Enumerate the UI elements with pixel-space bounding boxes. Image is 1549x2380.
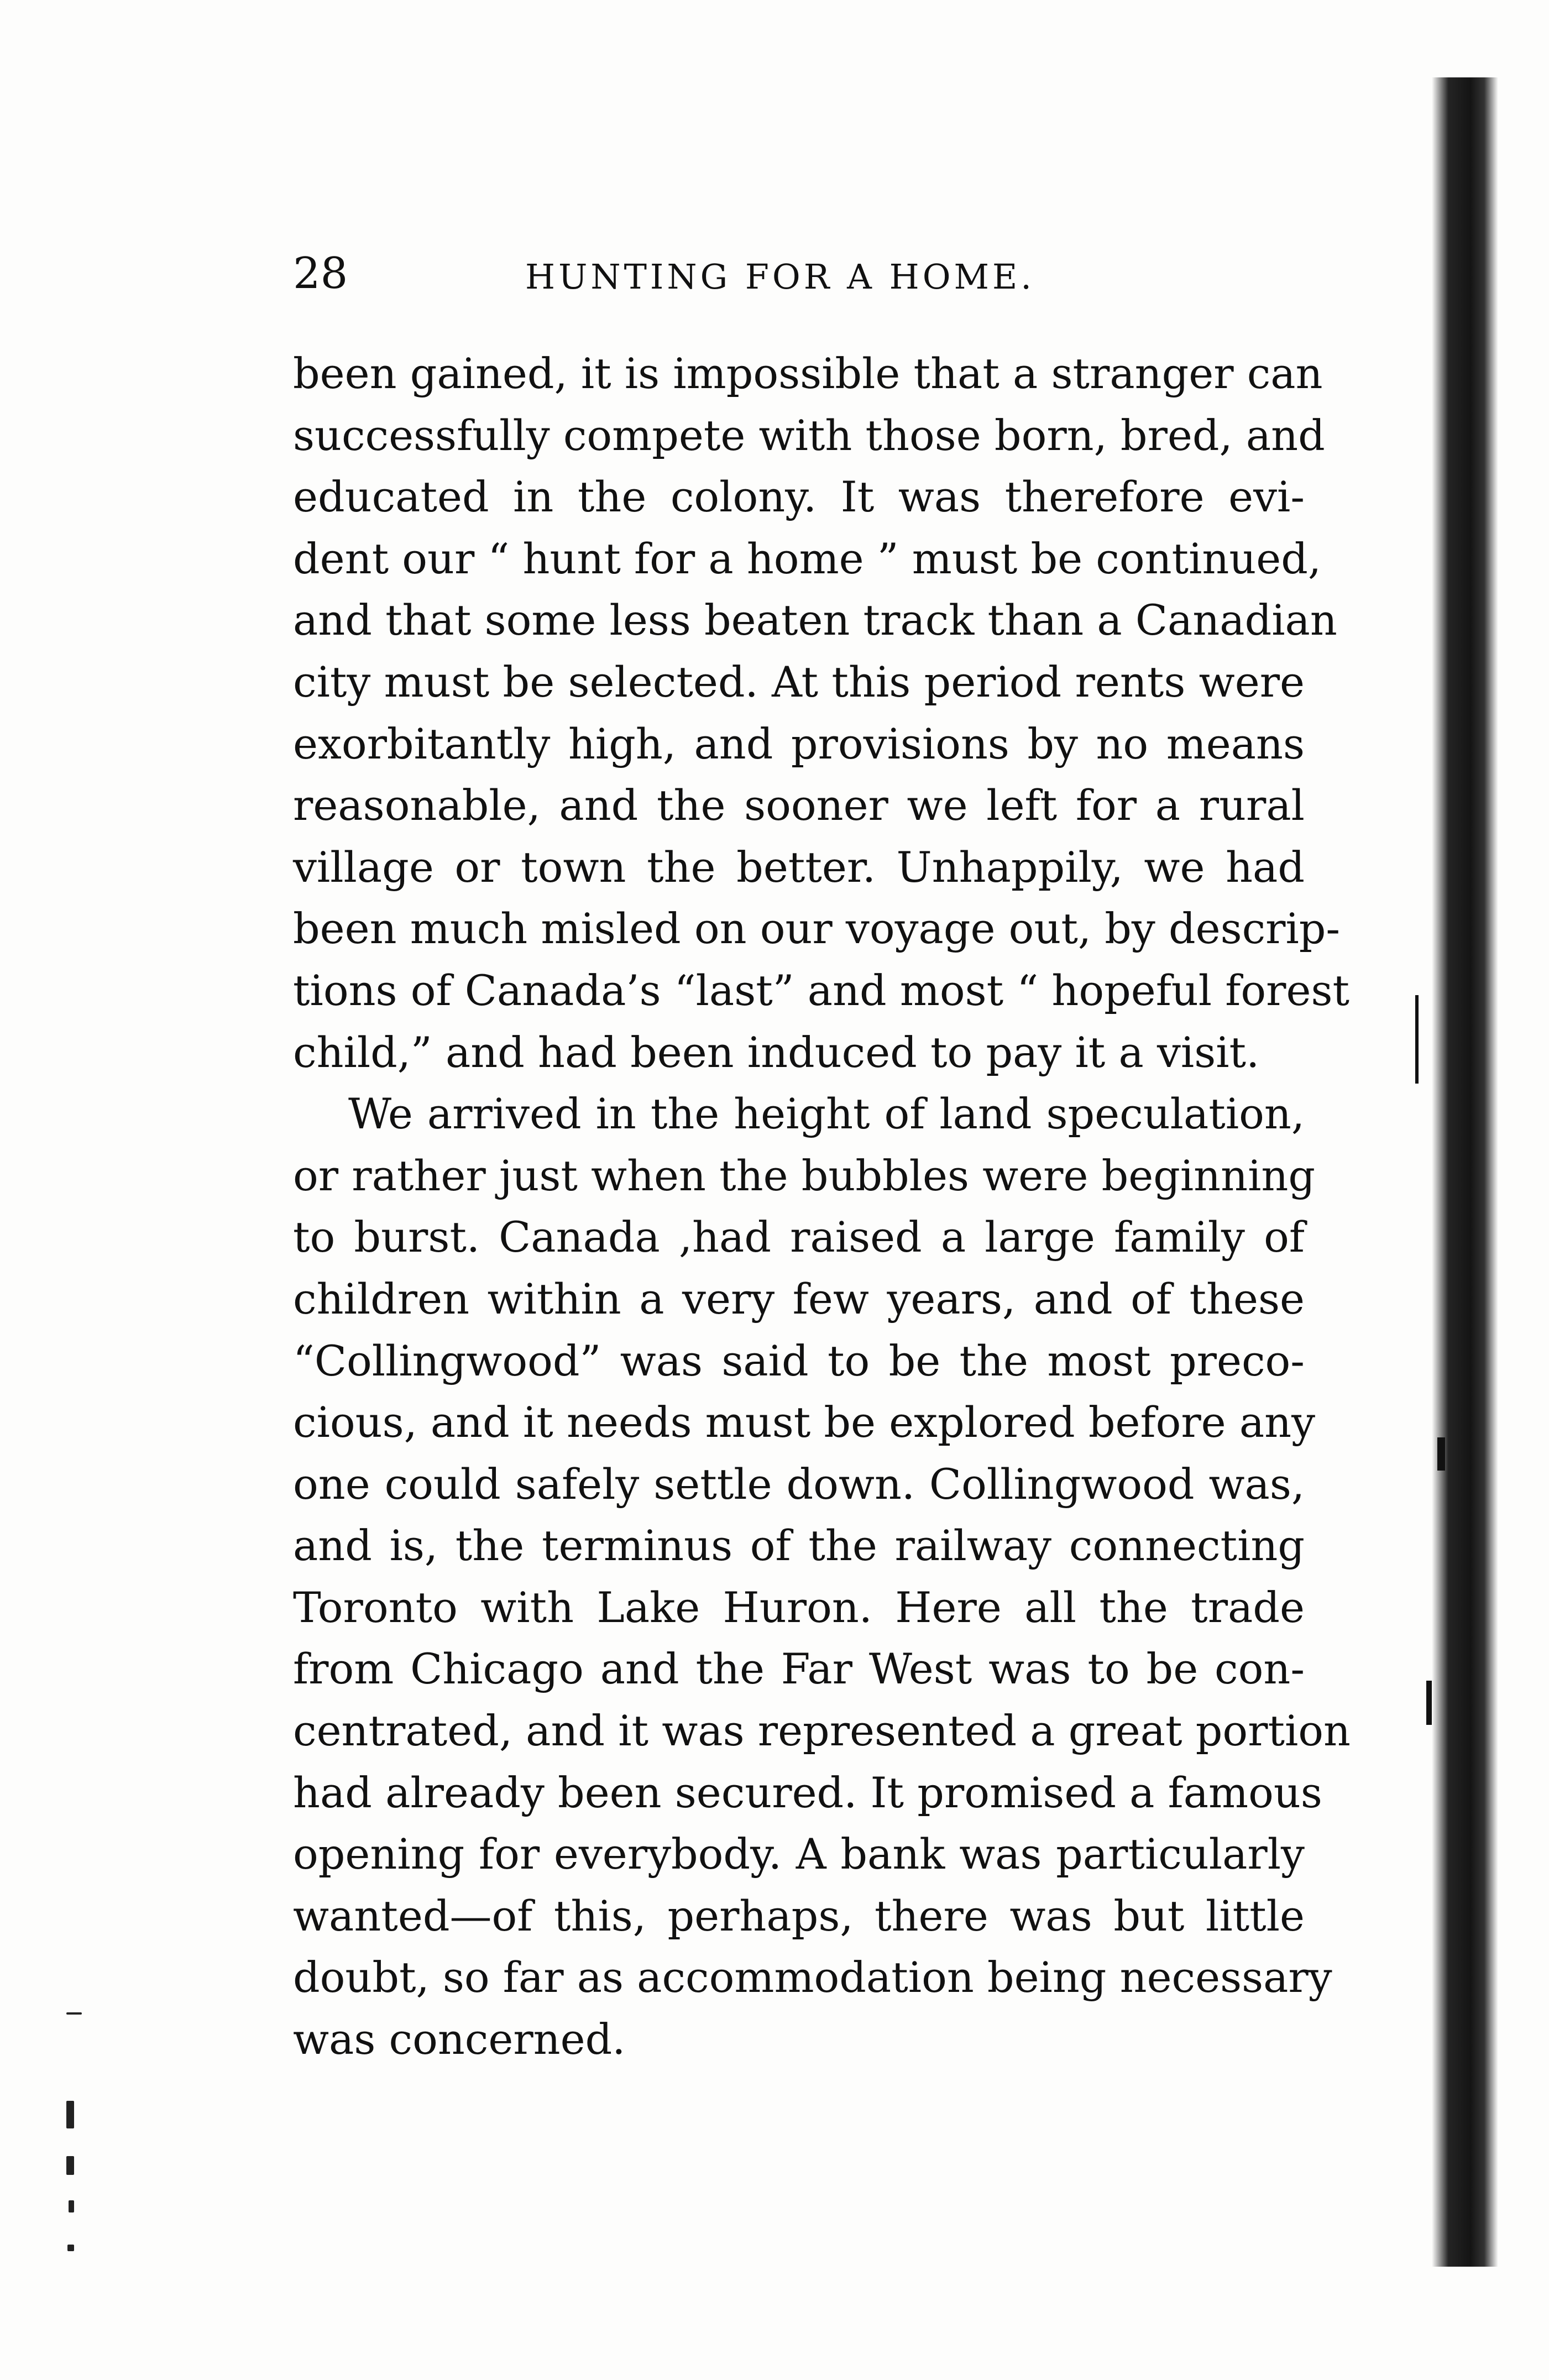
text-line: doubt, so far as accommodation being necessary: [293, 1953, 1332, 2002]
text-line: been much misled on our voyage out, by descrip-: [293, 904, 1341, 954]
text-line: exorbitantly high, and provisions by no means: [293, 719, 1305, 768]
text-line: children within a very few years, and of these: [293, 1274, 1305, 1324]
text-line: child,” and had been induced to pay it a visit.: [293, 1027, 1260, 1077]
page-binding-edge: [1432, 77, 1515, 2267]
margin-speck: [66, 2012, 82, 2015]
text-line: We arrived in the height of land speculation,: [348, 1089, 1305, 1139]
margin-speck: [66, 2156, 74, 2175]
text-line: and is, the terminus of the railway connecting: [293, 1521, 1305, 1571]
text-line: to burst. Canada ,had raised a large family of: [293, 1212, 1305, 1262]
text-line: dent our “ hunt for a home ” must be continued,: [293, 533, 1322, 583]
page-number: 28: [293, 249, 348, 299]
text-line: and that some less beaten track than a Canadian: [293, 595, 1337, 645]
text-line: one could safely settle down. Collingwood was,: [293, 1459, 1305, 1509]
text-line: successfully compete with those born, bred, and: [293, 410, 1325, 460]
margin-speck: [67, 2245, 74, 2251]
text-line: tions of Canada’s “last” and most “ hopeful forest: [293, 965, 1349, 1015]
text-line: educated in the colony. It was therefore evi-: [293, 472, 1305, 522]
text-line: opening for everybody. A bank was particularly: [293, 1829, 1305, 1879]
text-line: from Chicago and the Far West was to be con-: [293, 1644, 1305, 1694]
text-line: was concerned.: [293, 2015, 626, 2064]
text-line: city must be selected. At this period rents were: [293, 657, 1305, 707]
text-line: Toronto with Lake Huron. Here all the trade: [293, 1582, 1305, 1632]
page-header: [293, 243, 1305, 304]
text-line: wanted—of this, perhaps, there was but little: [293, 1891, 1305, 1940]
binding-speck: [1415, 995, 1419, 1084]
running-title: HUNTING FOR A HOME.: [525, 257, 1035, 297]
text-line: reasonable, and the sooner we left for a rural: [293, 781, 1305, 830]
margin-speck: [66, 2101, 74, 2128]
text-line: “Collingwood” was said to be the most preco-: [293, 1336, 1305, 1385]
body-text: [293, 343, 1351, 2070]
text-line: had already been secured. It promised a famous: [293, 1767, 1322, 1817]
text-line: or rather just when the bubbles were beginning: [293, 1150, 1315, 1200]
binding-speck: [1426, 1681, 1432, 1725]
text-line: village or town the better. Unhappily, we had: [293, 842, 1305, 892]
text-line: been gained, it is impossible that a stranger can: [293, 349, 1323, 398]
margin-speck: [69, 2200, 74, 2212]
paragraph: [293, 1083, 1351, 2070]
text-line: centrated, and it was represented a great portion: [293, 1706, 1351, 1756]
paragraph: [293, 343, 1349, 1083]
binding-speck: [1437, 1437, 1445, 1471]
text-line: cious, and it needs must be explored before any: [293, 1398, 1316, 1447]
